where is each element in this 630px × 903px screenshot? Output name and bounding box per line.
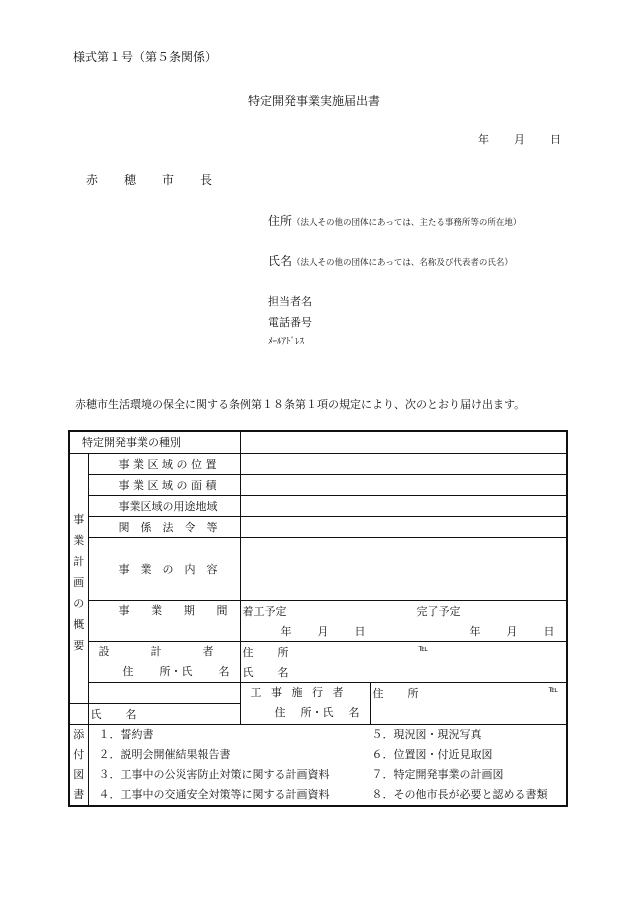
phone-label: 電話番号 (268, 316, 312, 329)
date-year: 年 (478, 133, 489, 146)
row-laws-label: 関 係 法 令 等 (88, 516, 240, 537)
name-line: 氏名（法人その他の団体にあっては、名称及び代表者の氏名） (268, 254, 513, 268)
date-day: 日 (550, 133, 561, 146)
attachment-item: ７．特定開発事業の計画図 (371, 767, 504, 781)
row-period-label: 事 業 期 間 (88, 600, 240, 641)
page-title: 特定開発事業実施届出書 (248, 94, 381, 108)
address-line: 住所（法人その他の団体にあっては、主たる事務所等の所在地） (268, 214, 522, 228)
attachment-item: ８．その他市長が必要と認める書類 (371, 787, 548, 801)
type-value[interactable] (240, 431, 567, 453)
period-headers: 着工予定 完了予定 (240, 600, 567, 621)
period-dates[interactable]: 年 月 日 年 月 日 (240, 621, 567, 642)
contractor-name[interactable]: 氏 名 (88, 703, 370, 724)
contact-person-label: 担当者名 (268, 295, 312, 308)
row-content-label: 事 業 の 内 容 (88, 537, 240, 600)
contractor-spacer (88, 682, 240, 703)
attachment-item: ２．説明会開催結果報告書 (98, 747, 231, 761)
statement-text: 赤穂市生活環境の保全に関する条例第１８条第１項の規定により、次のとおり届け出ます。 (75, 398, 526, 411)
type-label: 特定開発事業の種別 (69, 431, 240, 453)
row-content-value[interactable] (240, 537, 567, 600)
designer-address[interactable]: 住 所 ℡ (240, 641, 567, 662)
attachment-item: １．誓約書 (98, 727, 154, 741)
contractor-address[interactable]: 住 所 ℡ (370, 682, 567, 703)
row-area-value[interactable] (240, 474, 567, 495)
row-laws-value[interactable] (240, 516, 567, 537)
row-designer-label: 設 計 者 住 所・氏 名 (88, 641, 240, 682)
notification-table (68, 430, 568, 807)
attachment-item: ４．工事中の交通安全対策等に関する計画資料 (98, 787, 330, 801)
row-zoning-label: 事業区域の用途地域 (88, 495, 240, 516)
row-location-value[interactable] (240, 453, 567, 474)
attachment-item: ３．工事中の公災害防止対策に関する計画資料 (98, 767, 330, 781)
row-area-label: 事 業 区 域 の 面 積 (88, 474, 240, 495)
attachments-label: 添 付 図 書 (69, 724, 88, 806)
plan-section-label: 事 業 計 画 の 概 要 (69, 453, 88, 703)
row-zoning-value[interactable] (240, 495, 567, 516)
addressee: 赤 穂 市 長 (86, 173, 213, 187)
form-number: 様式第１号（第５条関係） (73, 50, 218, 64)
row-location-label: 事 業 区 域 の 位 置 (88, 453, 240, 474)
attachments-list (88, 724, 567, 806)
email-label: ﾒｰﾙｱﾄﾞﾚｽ (268, 337, 305, 347)
attachment-item: ６．位置図・付近見取図 (371, 747, 493, 761)
contractor-spacer-2 (69, 703, 88, 724)
date-month: 月 (514, 133, 525, 146)
designer-name[interactable]: 氏 名 (240, 662, 567, 683)
attachment-item: ５．現況図・現況写真 (371, 727, 482, 741)
row-contractor-label: 工 事 施 行 者 住 所・氏 名 (240, 682, 370, 724)
